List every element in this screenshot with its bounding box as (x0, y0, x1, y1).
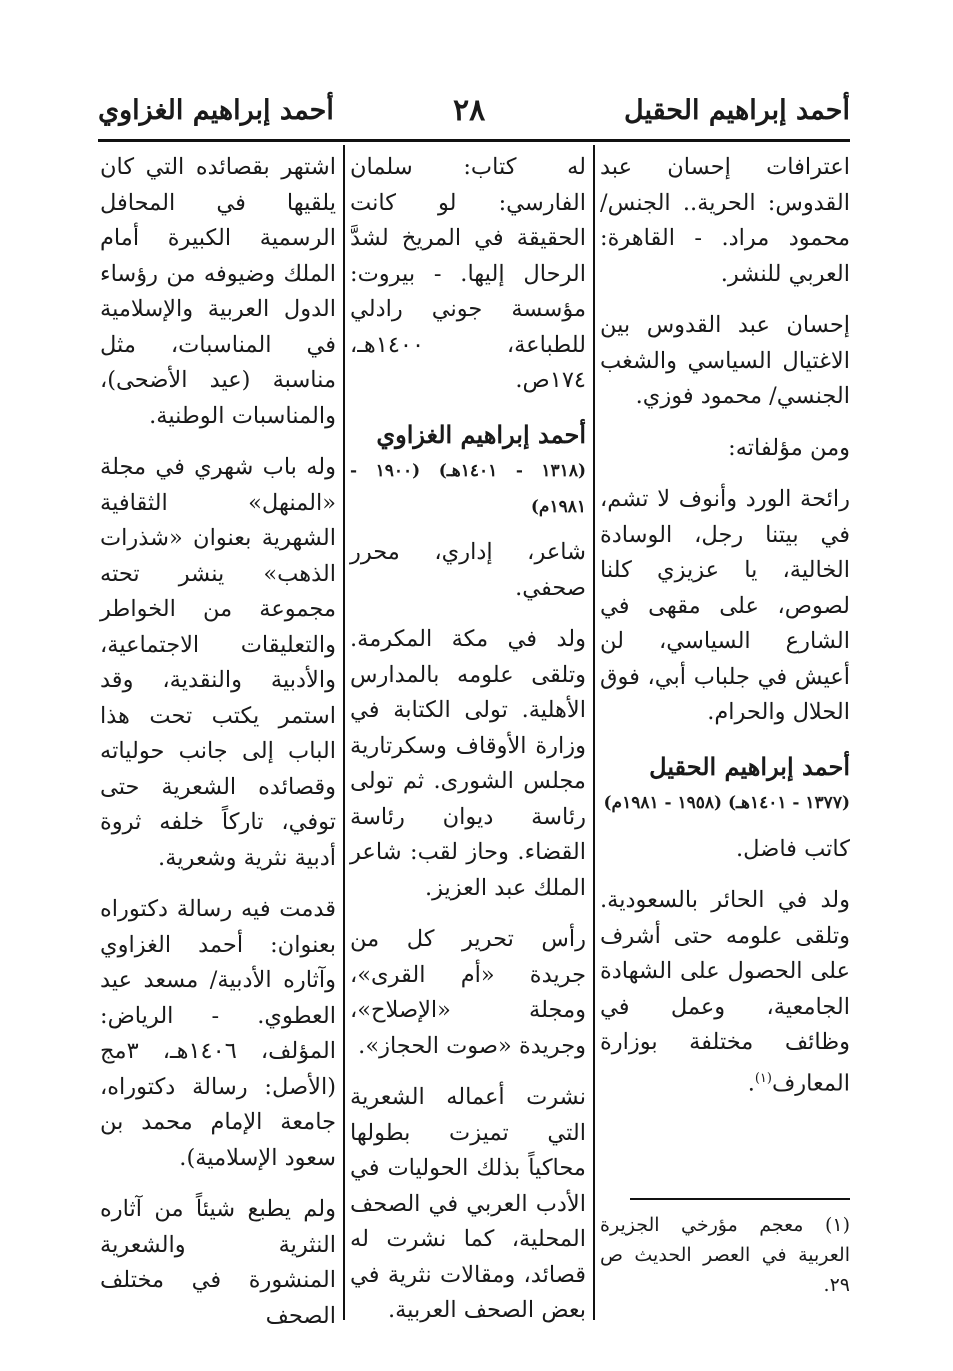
paragraph (600, 883, 850, 1102)
paragraph: ولم يطبع شيئاً من آثاره النثرية والشعرية المنشورة في مختلف الصحف (100, 1196, 336, 1329)
paragraph: وله باب شهري في مجلة «المنهل» الثقافية الشهرية بعنوان «شذرات الذهب» ينشر تحته مجموعة من الخواطر والتعليقات الاجتماعية، والأدبية والنقدية، وقد استمر يكتب تحت هذا الباب إلى جانب حولياته وقصائده الشعرية حتى توفي، تاركاً خلفه ثروة أدبية نثرية وشعرية. (100, 454, 336, 871)
entry-title: أحمد إبراهيم الغزاوي (376, 419, 586, 449)
paragraph: اشتهر بقصائده التي كان يلقيها في المحافل الرسمية الكبيرة أمام الملك وضيوفه من رؤساء الدول العربية والإسلامية في المناسبات، مثل مناسبة (عيد الأضحى)، والمناسبات الوطنية. (100, 154, 336, 429)
entry-dates: (١٣١٨ - ١٤٠١هـ) (١٩٠٠ - ١٩٨١م) (350, 461, 586, 517)
entry-dates: (١٣٧٧ - ١٤٠١هـ) (١٩٥٨ - ١٩٨١م) (603, 793, 850, 813)
column-left (100, 150, 336, 1350)
running-head-left: أحمد إبراهيم الغزاوي (98, 95, 334, 126)
header-rule (98, 139, 850, 142)
footnote-rule (630, 1198, 850, 1200)
paragraph: ومن مؤلفاته: (728, 434, 850, 461)
column-divider (343, 145, 345, 1320)
page-number: ٢٨ (453, 93, 486, 128)
paragraph: نشرت أعماله الشعرية التي تميزت بطولها محاكياً بذلك الحوليات في الأدب العربي في الصحف المحلية، كما نشرت له قصائد، ومقالات نثرية في بعض الصحف العربية. (350, 1084, 586, 1323)
paragraph: إحسان عبد القدوس بين الاغتيال السياسي والشغب الجنسي/ محمود فوزي. (600, 312, 850, 409)
column-divider (593, 145, 595, 1320)
paragraph-end: . (747, 1070, 755, 1096)
paragraph: رائحة الورد وأنوف لا تشم، في بيتنا رجل، الوسادة الخالية، يا عزيزي كلنا لصوص، على مقهى في الشارع السياسي، لن أعيش في جلباب أبي، فوق الحلال والحرام. (600, 486, 850, 725)
paragraph-text: ولد في الحائر بالسعودية. وتلقى علومه حتى أشرف على الحصول على الشهادة الجامعية، وعمل في وظائف مختلفة بوزارة المعارف (600, 887, 850, 1096)
column-middle (350, 150, 586, 1345)
entry-title: أحمد إبراهيم الحقيل (649, 751, 850, 781)
column-right (600, 150, 850, 1118)
paragraph: شاعر، إداري، محرر صحفي. (350, 539, 586, 601)
footnote-ref: (١) (754, 1070, 772, 1086)
paragraph: اعترافات إحسان عبد القدوس: الحرية.. الجنس/ محمود مراد. - القاهرة: العربي للنشر. (600, 154, 850, 287)
paragraph: رأس تحرير كل من جريدة «أم القرى»، ومجلة «الإصلاح»، وجريدة «صوت الحجاز». (350, 926, 586, 1059)
paragraph: كاتب فاضل. (736, 835, 850, 862)
footnote: (١) معجم مؤرخي الجزيرة العربية في العصر الحديث ص ٢٩. (600, 1214, 850, 1296)
page-header (98, 95, 850, 135)
paragraph: ولد في مكة المكرمة. وتلقى علومه بالمدارس الأهلية. تولى الكتابة في وزارة الأوقاف وسكرتارية مجلس الشورى. ثم تولى رئاسة ديوان رئاسة القضاء. وحاز لقب: شاعر الملك عبد العزيز. (350, 626, 586, 901)
paragraph: له كتاب: سلمان الفارسي: لو كانت الحقيقة في المريخ لشدَّ الرحال إليها. - بيروت: مؤسسة جوني رادلي للطباعة، ١٤٠٠هـ، ١٧٤ص. (350, 154, 586, 393)
paragraph: قدمت فيه رسالة دكتوراه بعنوان: أحمد الغزاوي وآثاره الأدبية/ مسعد عيد العطوي. - الرياض: المؤلف، ١٤٠٦هـ، ٣مج (الأصل: رسالة دكتوراه، جامعة الإمام محمد بن سعود الإسلامية). (100, 896, 336, 1171)
running-head-right: أحمد إبراهيم الحقيل (624, 95, 850, 126)
